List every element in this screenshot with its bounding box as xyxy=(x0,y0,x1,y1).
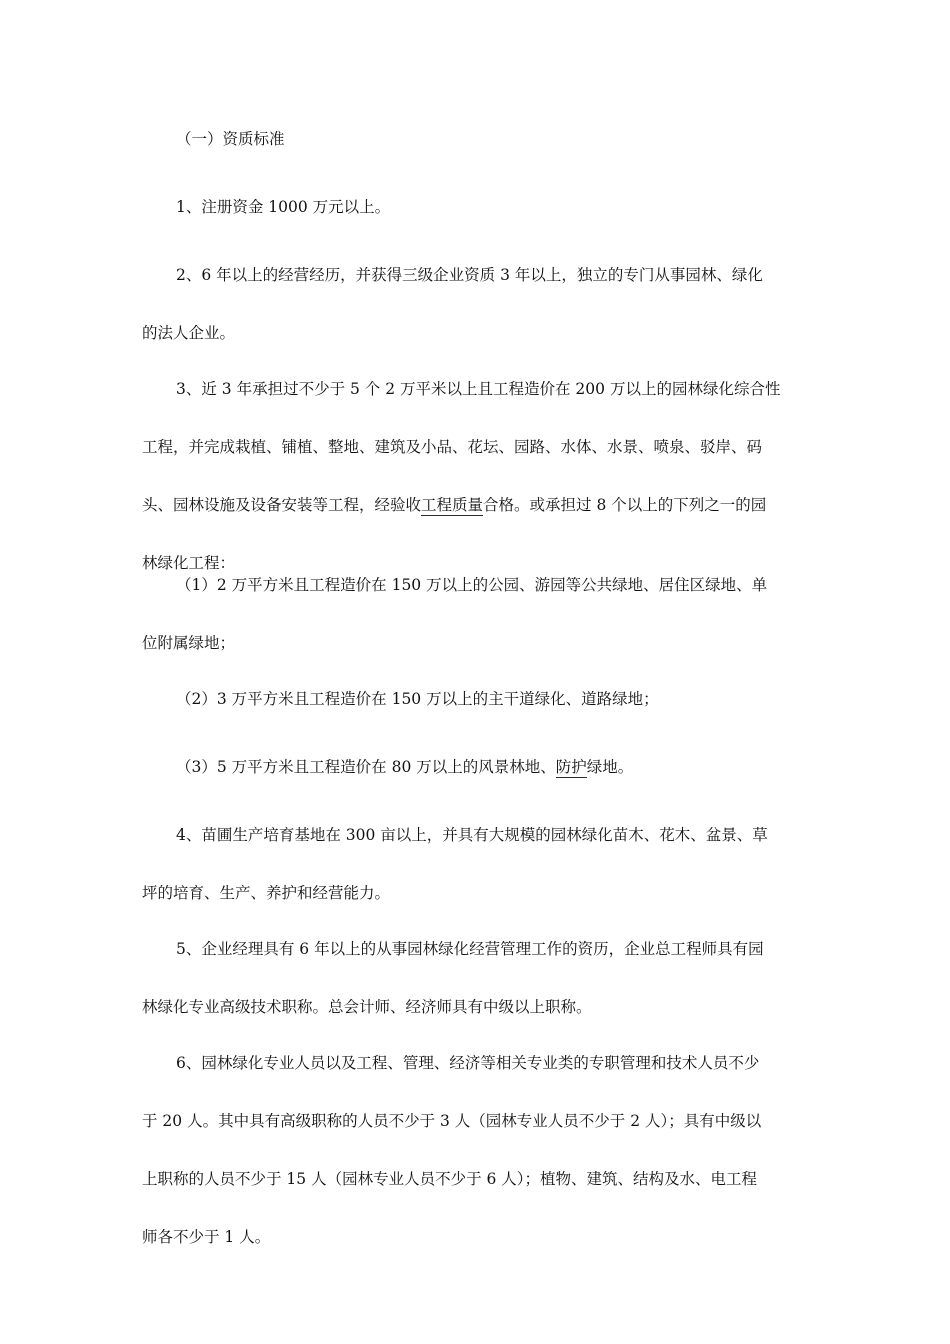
paragraph-4 xyxy=(142,806,810,922)
paragraph-3-item-3 xyxy=(142,738,810,796)
paragraph-3-line-1: 3、近 3 年承担过不少于 5 个 2 万平米以上且工程造价在 200 万以上的园林绿化综合性 xyxy=(176,380,781,398)
item-1-line-1: （1）2 万平方米且工程造价在 150 万以上的公园、游园等公共绿地、居住区绿地、单 xyxy=(176,576,768,594)
paragraph-6 xyxy=(142,1034,810,1266)
item-1-line-2: 位附属绿地； xyxy=(142,634,236,652)
heading-text: （一）资质标准 xyxy=(176,130,285,148)
paragraph-1-line-1: 1、注册资金 1000 万元以上。 xyxy=(176,198,391,216)
paragraph-2-line-2: 的法人企业。 xyxy=(142,324,236,342)
paragraph-3-line-2: 工程，并完成栽植、铺植、整地、建筑及小品、花坛、园路、水体、水景、喷泉、驳岸、码 xyxy=(142,438,763,456)
section-heading xyxy=(142,110,810,168)
item-3-text-a: （3）5 万平方米且工程造价在 80 万以上的风景林地、 xyxy=(176,758,556,776)
paragraph-6-line-1: 6、园林绿化专业人员以及工程、管理、经济等相关专业类的专职管理和技术人员不少 xyxy=(176,1054,760,1072)
paragraph-5-line-1: 5、企业经理具有 6 年以上的从事园林绿化经营管理工作的资历，企业总工程师具有园 xyxy=(176,940,764,958)
paragraph-5 xyxy=(142,920,810,1036)
item-3-text-b: 绿地。 xyxy=(586,758,634,776)
paragraph-3-line-3 xyxy=(142,476,810,534)
paragraph-3-line-3-b: 合格。或承担过 8 个以上的下列之一的园 xyxy=(483,496,767,514)
paragraph-2-line-1: 2、6 年以上的经营经历，并获得三级企业资质 3 年以上，独立的专门从事园林、绿化 xyxy=(176,266,763,284)
paragraph-3-line-4: 林绿化工程： xyxy=(142,554,236,572)
paragraph-6-line-2: 于 20 人。其中具有高级职称的人员不少于 3 人（园林专业人员不少于 2 人）；具有中级以 xyxy=(142,1112,762,1130)
item-3-line-1 xyxy=(142,738,810,796)
paragraph-5-line-2: 林绿化专业高级技术职称。总会计师、经济师具有中级以上职称。 xyxy=(142,998,592,1016)
paragraph-2 xyxy=(142,246,810,362)
paragraph-4-line-1: 4、苗圃生产培育基地在 300 亩以上，并具有大规模的园林绿化苗木、花木、盆景、草 xyxy=(176,826,768,844)
paragraph-1 xyxy=(142,178,810,236)
paragraph-3-line-3-a: 头、园林设施及设备安装等工程，经验收 xyxy=(142,496,422,514)
paragraph-3-item-1 xyxy=(142,556,810,672)
paragraph-3-item-2 xyxy=(142,670,810,728)
paragraph-6-line-3: 上职称的人员不少于 15 人（园林专业人员不少于 6 人）；植物、建筑、结构及水、电工程 xyxy=(142,1170,758,1188)
protection-link[interactable]: 防护 xyxy=(555,758,587,776)
paragraph-4-line-2: 坪的培育、生产、养护和经营能力。 xyxy=(142,884,391,902)
paragraph-6-line-4: 师各不少于 1 人。 xyxy=(142,1228,271,1246)
engineering-quality-link[interactable]: 工程质量 xyxy=(421,496,484,514)
item-2-line-1: （2）3 万平方米且工程造价在 150 万以上的主干道绿化、道路绿地； xyxy=(176,690,659,708)
